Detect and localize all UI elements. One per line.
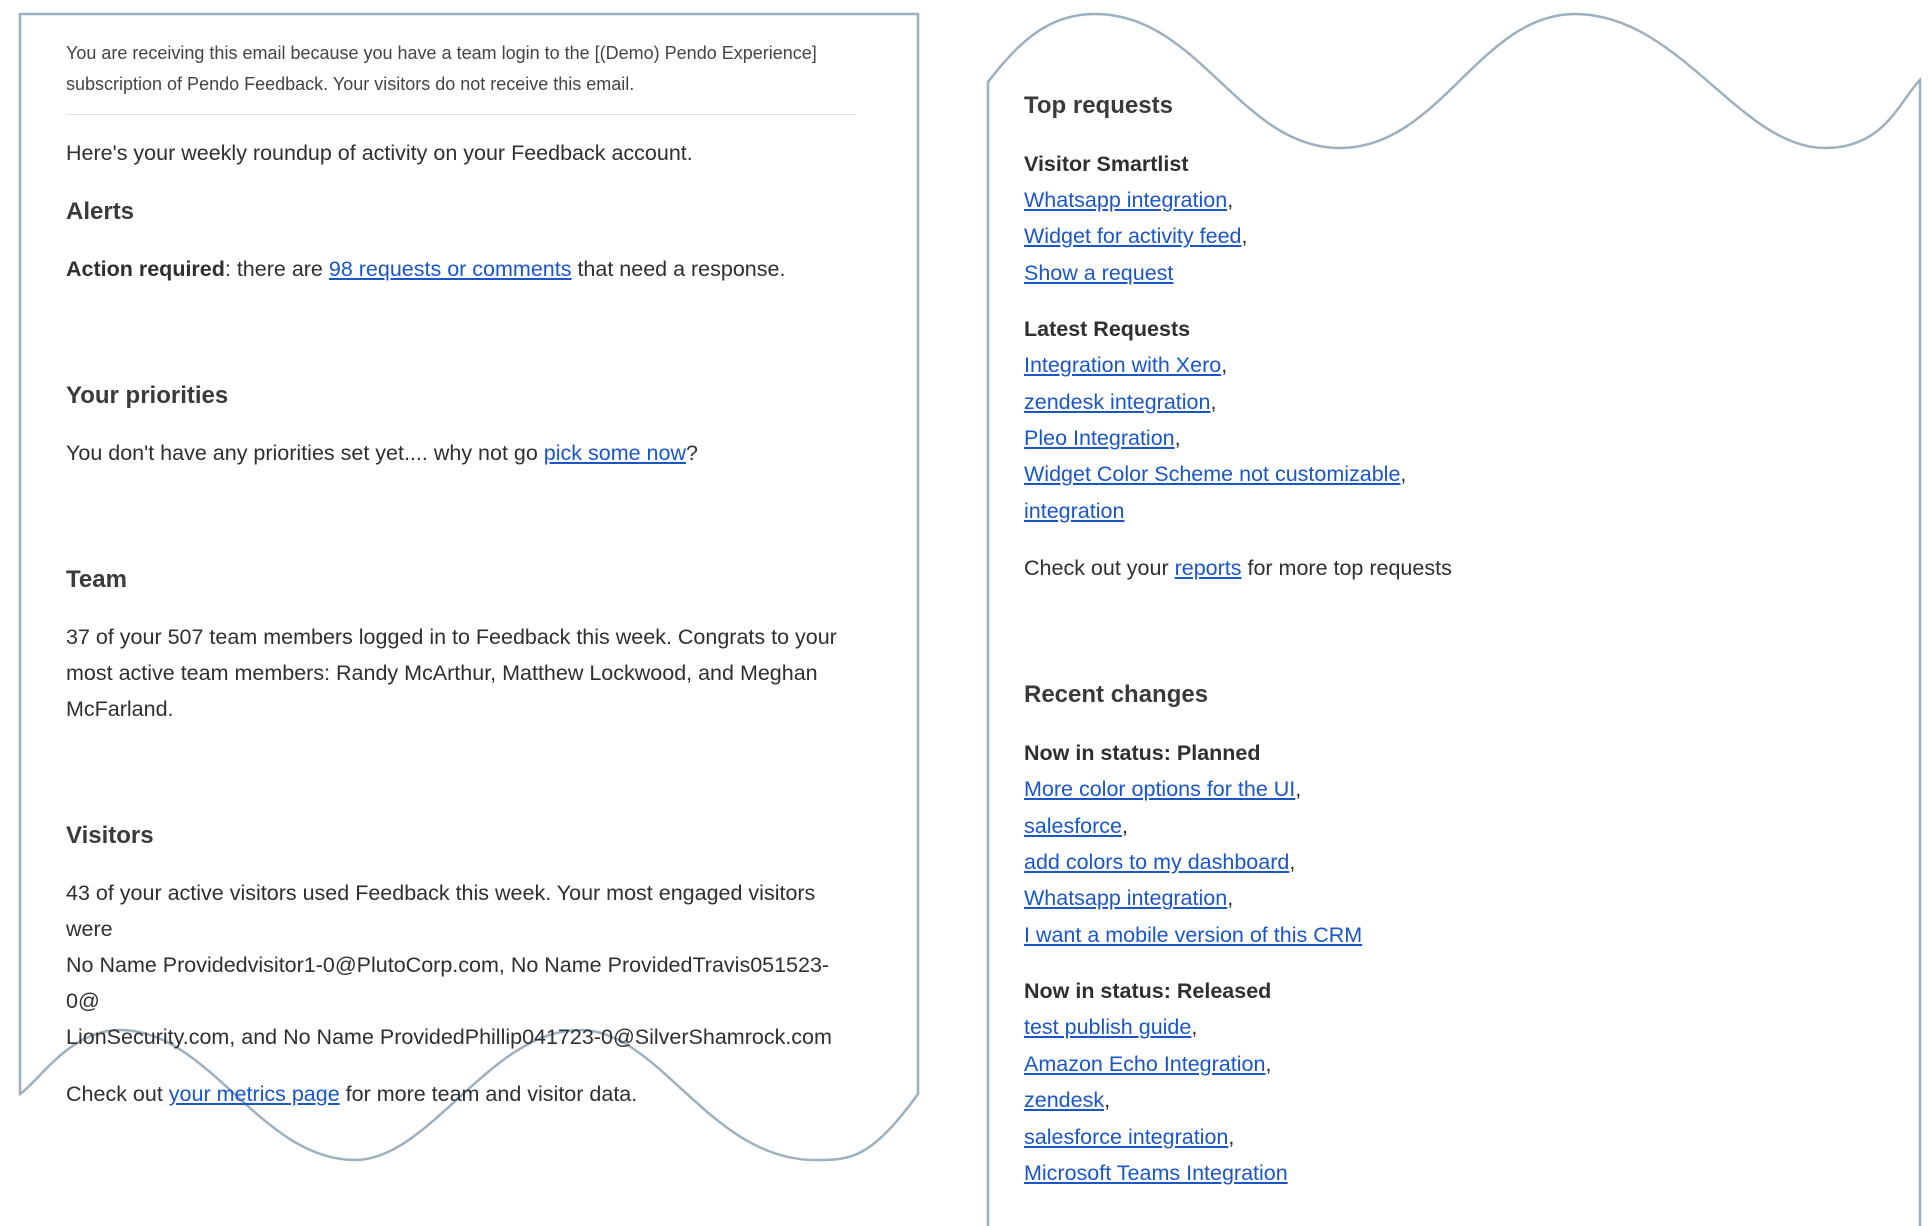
visitors-line-2: No Name Providedvisitor1-0@PlutoCorp.com, No Name ProvidedTravis051523-0@ (66, 953, 830, 1013)
comma: , (1241, 224, 1248, 249)
metrics-text-after: for more team and visitor data. (339, 1082, 638, 1106)
comma: , (1210, 389, 1217, 414)
requests-comments-link[interactable]: 98 requests or comments (328, 257, 572, 281)
request-link[interactable]: Integration with Xero (1024, 353, 1222, 378)
team-line-1: 37 of your 507 team members logged in to Feedback this week. Congrats to your (66, 625, 837, 649)
list-item (1024, 218, 1844, 254)
request-link[interactable]: Pleo Integration (1024, 426, 1175, 451)
request-link[interactable]: Widget for activity feed (1024, 224, 1242, 249)
metrics-text-before: Check out (66, 1082, 169, 1106)
notice-line-1: You are receiving this email because you have a team login to the [(Demo) Pendo Experience] (66, 43, 817, 63)
comma: , (1174, 426, 1181, 451)
list-item (1024, 384, 1844, 420)
comma: , (1104, 1088, 1111, 1113)
request-link[interactable]: Microsoft Teams Integration (1024, 1160, 1288, 1185)
metrics-page-link[interactable]: your metrics page (168, 1082, 340, 1106)
notice-line-2: subscription of Pendo Feedback. Your visitors do not receive this email. (66, 74, 635, 94)
comma: , (1191, 1015, 1198, 1040)
list-item (1024, 493, 1844, 529)
comma: , (1228, 1124, 1235, 1149)
reports-link[interactable]: reports (1174, 556, 1242, 581)
list-item (1024, 844, 1844, 880)
visitors-heading: Visitors (66, 822, 154, 849)
status-released-title: Now in status: Released (1024, 979, 1272, 1004)
comma: , (1400, 462, 1407, 487)
request-link[interactable]: test publish guide (1024, 1015, 1192, 1040)
priorities-text-after: ? (686, 441, 698, 465)
comma: , (1295, 777, 1302, 802)
intro-text: Here's your weekly roundup of activity on your Feedback account. (66, 141, 693, 165)
request-link[interactable]: Whatsapp integration (1024, 188, 1228, 212)
alerts-text-after: that need a response. (571, 257, 786, 281)
list-item (1024, 182, 1844, 218)
latest-requests-title: Latest Requests (1024, 317, 1191, 342)
list-item (1024, 771, 1844, 807)
list-item (1024, 808, 1844, 844)
list-item (1024, 347, 1844, 383)
request-link[interactable]: I want a mobile version of this CRM (1024, 922, 1363, 947)
visitor-smartlist-title: Visitor Smartlist (1024, 152, 1189, 176)
list-item (1024, 255, 1844, 291)
list-item (1024, 420, 1844, 456)
comma: , (1265, 1051, 1272, 1076)
metrics-text (66, 1076, 856, 1112)
top-requests-heading: Top requests (1024, 92, 1173, 119)
smartlist-list (1024, 182, 1844, 291)
status-planned-title: Now in status: Planned (1024, 741, 1261, 766)
team-text (66, 619, 856, 727)
visitors-text (66, 875, 856, 1055)
released-list (1024, 1009, 1844, 1191)
comma: , (1227, 188, 1234, 212)
visitors-line-1: 43 of your active visitors used Feedback this week. Your most engaged visitors were (66, 881, 816, 941)
visitors-line-3: LionSecurity.com, and No Name ProvidedPhillip041723-0@SilverShamrock.com (66, 1025, 832, 1049)
pick-some-now-link[interactable]: pick some now (543, 441, 686, 465)
alerts-text (66, 251, 856, 287)
list-item (1024, 1119, 1844, 1155)
priorities-heading: Your priorities (66, 382, 229, 409)
list-item (1024, 1155, 1844, 1191)
reports-text-before: Check out your (1024, 556, 1175, 581)
divider (66, 114, 856, 115)
request-link[interactable]: Whatsapp integration (1024, 886, 1228, 911)
list-item (1024, 1082, 1844, 1118)
left-panel (66, 38, 856, 1112)
reports-text (1024, 550, 1844, 586)
action-required-label: Action required (66, 257, 225, 281)
request-link[interactable]: salesforce integration (1024, 1124, 1229, 1149)
team-line-3: McFarland. (66, 697, 174, 721)
comma: , (1122, 813, 1128, 838)
request-link[interactable]: salesforce (1024, 813, 1122, 838)
priorities-text-before: You don't have any priorities set yet.... why not go (66, 441, 544, 465)
list-item (1024, 917, 1844, 953)
request-link[interactable]: add colors to my dashboard (1024, 850, 1290, 875)
alerts-heading: Alerts (66, 198, 135, 225)
request-link[interactable]: integration (1024, 498, 1125, 523)
team-line-2: most active team members: Randy McArthur, Matthew Lockwood, and Meghan (66, 661, 818, 685)
request-link[interactable]: Show a request (1024, 260, 1174, 285)
alerts-text-before: : there are (224, 257, 329, 281)
request-link[interactable]: zendesk (1024, 1088, 1105, 1113)
comma: , (1227, 886, 1234, 911)
team-heading: Team (66, 566, 127, 593)
list-item (1024, 1009, 1844, 1045)
request-link[interactable]: Widget Color Scheme not customizable (1024, 462, 1401, 487)
notice (66, 38, 866, 100)
list-item (1024, 456, 1844, 492)
list-item (1024, 1046, 1844, 1082)
comma: , (1289, 850, 1296, 875)
request-link[interactable]: Amazon Echo Integration (1024, 1051, 1266, 1076)
priorities-text (66, 435, 856, 471)
request-link[interactable]: zendesk integration (1024, 389, 1211, 414)
comma: , (1221, 353, 1228, 378)
planned-list (1024, 771, 1844, 953)
latest-requests-list (1024, 347, 1844, 529)
list-item (1024, 880, 1844, 916)
reports-text-after: for more top requests (1241, 556, 1452, 581)
recent-changes-heading: Recent changes (1024, 681, 1209, 709)
request-link[interactable]: More color options for the UI (1024, 777, 1296, 802)
right-panel (1024, 88, 1844, 1191)
